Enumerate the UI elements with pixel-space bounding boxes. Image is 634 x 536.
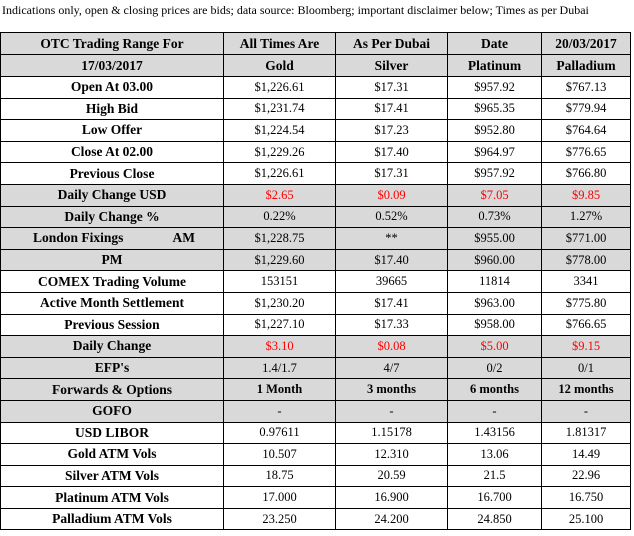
value-cell: $766.65	[542, 314, 631, 336]
value-cell: 22.96	[542, 465, 631, 487]
header-cell: Silver	[336, 55, 448, 77]
value-cell: $958.00	[448, 314, 542, 336]
value-cell: 11814	[448, 271, 542, 293]
value-cell: 1.4/1.7	[224, 357, 336, 379]
value-cell: $0.08	[336, 336, 448, 358]
value-cell: $17.40	[336, 141, 448, 163]
value-cell: $17.23	[336, 120, 448, 142]
table-row	[1, 249, 631, 271]
header-cell: Platinum	[448, 55, 542, 77]
header-cell: Gold	[224, 55, 336, 77]
value-cell: $764.64	[542, 120, 631, 142]
value-cell: 0/2	[448, 357, 542, 379]
value-cell: $955.00	[448, 228, 542, 250]
value-cell: $776.65	[542, 141, 631, 163]
table-row	[1, 379, 631, 401]
table-row	[1, 206, 631, 228]
otc-trading-table	[0, 32, 631, 530]
value-cell: $775.80	[542, 292, 631, 314]
table-row	[1, 98, 631, 120]
value-cell: $17.31	[336, 163, 448, 185]
table-row	[1, 314, 631, 336]
value-cell: 16.700	[448, 487, 542, 509]
value-cell: $17.33	[336, 314, 448, 336]
value-cell: $766.80	[542, 163, 631, 185]
table-row	[1, 77, 631, 99]
row-label: Active Month Settlement	[1, 292, 224, 314]
table-row	[1, 444, 631, 466]
table-row	[1, 120, 631, 142]
value-cell: $9.85	[542, 184, 631, 206]
value-cell: $779.94	[542, 98, 631, 120]
value-cell: 20.59	[336, 465, 448, 487]
value-cell: $963.00	[448, 292, 542, 314]
value-cell: 39665	[336, 271, 448, 293]
value-cell: -	[448, 400, 542, 422]
row-label: Platinum ATM Vols	[1, 487, 224, 509]
value-cell: $1,229.26	[224, 141, 336, 163]
row-label: Palladium ATM Vols	[1, 508, 224, 530]
value-cell: $1,231.74	[224, 98, 336, 120]
value-cell: $965.35	[448, 98, 542, 120]
row-label: USD LIBOR	[1, 422, 224, 444]
table-row	[1, 228, 631, 250]
row-label: Previous Close	[1, 163, 224, 185]
value-cell: 14.49	[542, 444, 631, 466]
value-cell: -	[224, 400, 336, 422]
value-cell: 0.73%	[448, 206, 542, 228]
value-cell: $1,227.10	[224, 314, 336, 336]
row-label: Forwards & Options	[1, 379, 224, 401]
value-cell: $17.31	[336, 77, 448, 99]
table-row	[1, 271, 631, 293]
value-cell: $960.00	[448, 249, 542, 271]
table-row	[1, 357, 631, 379]
value-cell: 153151	[224, 271, 336, 293]
header-cell: 17/03/2017	[1, 55, 224, 77]
value-cell: $2.65	[224, 184, 336, 206]
value-cell: $957.92	[448, 77, 542, 99]
value-cell: 1.15178	[336, 422, 448, 444]
value-cell: 3 months	[336, 379, 448, 401]
value-cell: 10.507	[224, 444, 336, 466]
value-cell: 0.97611	[224, 422, 336, 444]
value-cell: -	[542, 400, 631, 422]
table-row	[1, 336, 631, 358]
value-cell: $3.10	[224, 336, 336, 358]
row-label-session: AM	[172, 230, 195, 246]
value-cell: $952.80	[448, 120, 542, 142]
value-cell: $1,228.75	[224, 228, 336, 250]
table-row	[1, 141, 631, 163]
value-cell: 1.81317	[542, 422, 631, 444]
value-cell: $9.15	[542, 336, 631, 358]
value-cell: $1,224.54	[224, 120, 336, 142]
value-cell: $778.00	[542, 249, 631, 271]
row-label: Daily Change %	[1, 206, 224, 228]
value-cell: $7.05	[448, 184, 542, 206]
value-cell: 12 months	[542, 379, 631, 401]
value-cell: $17.40	[336, 249, 448, 271]
value-cell: 17.000	[224, 487, 336, 509]
header-cell: OTC Trading Range For	[1, 33, 224, 55]
row-label: EFP's	[1, 357, 224, 379]
header-cell: As Per Dubai	[336, 33, 448, 55]
value-cell: $1,226.61	[224, 77, 336, 99]
value-cell: $767.13	[542, 77, 631, 99]
table-row	[1, 422, 631, 444]
value-cell: 12.310	[336, 444, 448, 466]
value-cell: $1,230.20	[224, 292, 336, 314]
value-cell: 25.100	[542, 508, 631, 530]
row-label: Gold ATM Vols	[1, 444, 224, 466]
value-cell: $1,229.60	[224, 249, 336, 271]
row-label: COMEX Trading Volume	[1, 271, 224, 293]
row-label: High Bid	[1, 98, 224, 120]
value-cell: 23.250	[224, 508, 336, 530]
header-cell: 20/03/2017	[542, 33, 631, 55]
row-label: Daily Change	[1, 336, 224, 358]
header-row-1	[1, 33, 631, 55]
disclaimer-note: Indications only, open & closing prices are bids; data source: Bloomberg; important disclaimer below; Times as per Dubai	[2, 3, 589, 17]
value-cell: 1.27%	[542, 206, 631, 228]
value-cell: 0.22%	[224, 206, 336, 228]
value-cell: $957.92	[448, 163, 542, 185]
row-label: GOFO	[1, 400, 224, 422]
row-label: PM	[1, 249, 224, 271]
value-cell: $964.97	[448, 141, 542, 163]
row-label: Silver ATM Vols	[1, 465, 224, 487]
table-row	[1, 163, 631, 185]
header-cell: All Times Are	[224, 33, 336, 55]
value-cell: $17.41	[336, 98, 448, 120]
value-cell: 24.850	[448, 508, 542, 530]
value-cell: 18.75	[224, 465, 336, 487]
value-cell: 0/1	[542, 357, 631, 379]
row-label: Previous Session	[1, 314, 224, 336]
value-cell: 3341	[542, 271, 631, 293]
table-row	[1, 487, 631, 509]
row-label: Open At 03.00	[1, 77, 224, 99]
row-label	[1, 228, 224, 250]
value-cell: $5.00	[448, 336, 542, 358]
value-cell: 13.06	[448, 444, 542, 466]
row-label: Close At 02.00	[1, 141, 224, 163]
value-cell: **	[336, 228, 448, 250]
table-row	[1, 292, 631, 314]
value-cell: 4/7	[336, 357, 448, 379]
table-row	[1, 508, 631, 530]
value-cell: -	[336, 400, 448, 422]
value-cell: $0.09	[336, 184, 448, 206]
header-row-2	[1, 55, 631, 77]
value-cell: 21.5	[448, 465, 542, 487]
value-cell: $771.00	[542, 228, 631, 250]
value-cell: 16.750	[542, 487, 631, 509]
value-cell: $1,226.61	[224, 163, 336, 185]
value-cell: 6 months	[448, 379, 542, 401]
value-cell: 24.200	[336, 508, 448, 530]
header-cell: Date	[448, 33, 542, 55]
row-label: Low Offer	[1, 120, 224, 142]
row-label: Daily Change USD	[1, 184, 224, 206]
table-row	[1, 465, 631, 487]
table-row	[1, 184, 631, 206]
value-cell: 1 Month	[224, 379, 336, 401]
table-row	[1, 400, 631, 422]
value-cell: $17.41	[336, 292, 448, 314]
header-cell: Palladium	[542, 55, 631, 77]
value-cell: 1.43156	[448, 422, 542, 444]
row-label-text: London Fixings	[33, 230, 124, 246]
value-cell: 0.52%	[336, 206, 448, 228]
value-cell: 16.900	[336, 487, 448, 509]
